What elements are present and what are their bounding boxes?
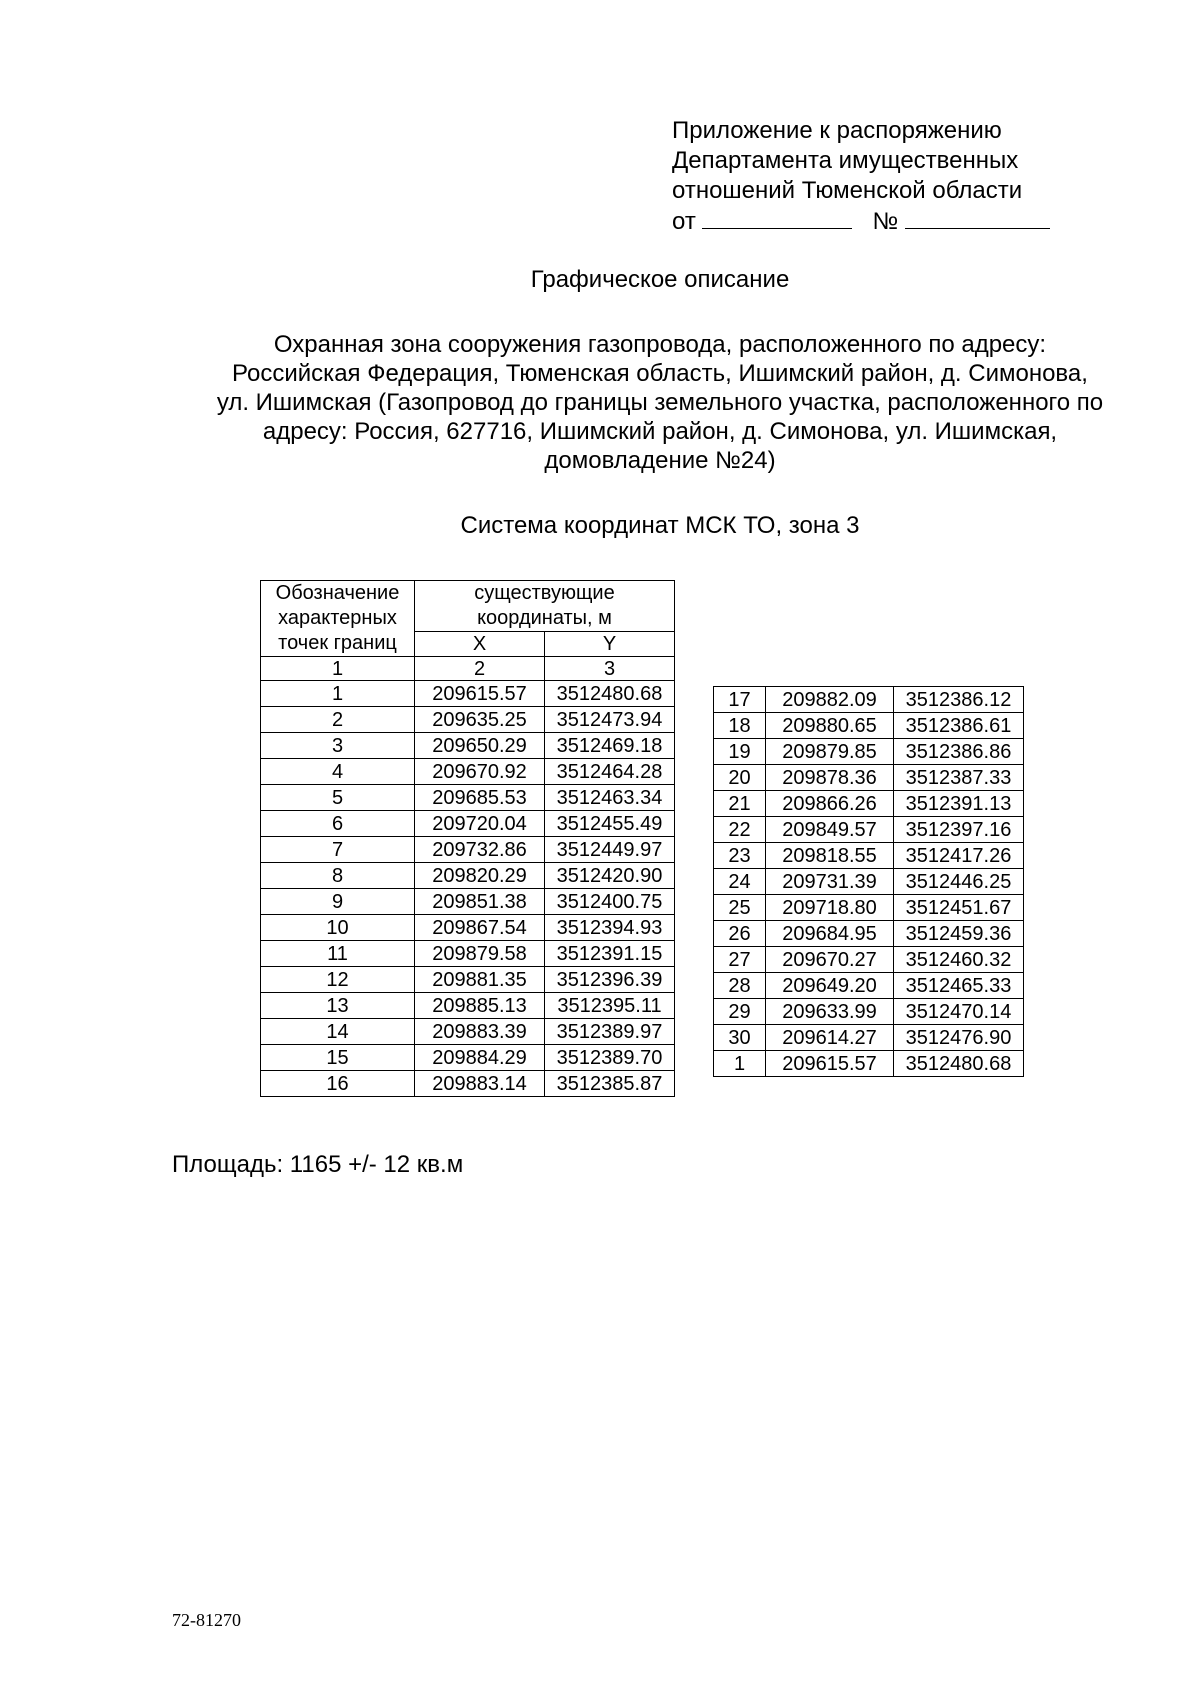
coordinates-table-left <box>260 580 675 1097</box>
point-number: 16 <box>261 1071 415 1097</box>
coord-x: 209879.85 <box>766 739 894 765</box>
coord-x: 209820.29 <box>415 863 545 889</box>
table-row <box>714 739 1024 765</box>
coord-x: 209685.53 <box>415 785 545 811</box>
table-row <box>714 713 1024 739</box>
table-row <box>714 895 1024 921</box>
table-row <box>261 759 675 785</box>
subject-line-2: Российская Федерация, Тюменская область, Ишимский район, д. Симонова, <box>232 360 1088 387</box>
point-number: 2 <box>261 707 415 733</box>
coord-x: 209670.92 <box>415 759 545 785</box>
table-row <box>261 993 675 1019</box>
point-number: 6 <box>261 811 415 837</box>
coord-y: 3512420.90 <box>545 863 675 889</box>
point-number: 22 <box>714 817 766 843</box>
appendix-line-3: отношений Тюменской области <box>672 177 1023 204</box>
coord-y: 3512389.97 <box>545 1019 675 1045</box>
table-row <box>714 869 1024 895</box>
point-number: 25 <box>714 895 766 921</box>
table-row <box>714 947 1024 973</box>
table-row <box>261 811 675 837</box>
table-row <box>261 1045 675 1071</box>
table-row <box>261 915 675 941</box>
table-row <box>261 1019 675 1045</box>
coord-y: 3512397.16 <box>894 817 1024 843</box>
point-number: 11 <box>261 941 415 967</box>
coord-y: 3512464.28 <box>545 759 675 785</box>
point-number: 26 <box>714 921 766 947</box>
coord-y: 3512449.97 <box>545 837 675 863</box>
appendix-header <box>672 116 1050 237</box>
header-col-number-2: 2 <box>415 657 545 681</box>
coord-x: 209684.95 <box>766 921 894 947</box>
appendix-line-2: Департамента имущественных <box>672 147 1019 174</box>
coord-y: 3512480.68 <box>545 681 675 707</box>
number-blank <box>905 206 1050 229</box>
subject-line-5: домовладение №24) <box>544 447 776 474</box>
coord-x: 209849.57 <box>766 817 894 843</box>
coordinate-system: Система координат МСК ТО, зона 3 <box>460 512 860 539</box>
coord-x: 209718.80 <box>766 895 894 921</box>
coord-x: 209883.14 <box>415 1071 545 1097</box>
area-value: Площадь: 1165 +/- 12 кв.м <box>172 1151 464 1178</box>
point-number: 28 <box>714 973 766 999</box>
table-row <box>261 707 675 733</box>
table-row <box>261 681 675 707</box>
header-y: Y <box>545 632 675 657</box>
point-number: 1 <box>714 1051 766 1077</box>
date-prefix: от <box>672 208 696 235</box>
point-number: 19 <box>714 739 766 765</box>
coord-y: 3512446.25 <box>894 869 1024 895</box>
coord-y: 3512451.67 <box>894 895 1024 921</box>
subject-line-3: ул. Ишимская (Газопровод до границы земельного участка, расположенного по <box>216 389 1104 416</box>
table-row <box>714 1025 1024 1051</box>
subject-description <box>160 330 1160 475</box>
coord-y: 3512391.15 <box>545 941 675 967</box>
point-number: 27 <box>714 947 766 973</box>
point-number: 17 <box>714 687 766 713</box>
header-col-number-3: 3 <box>545 657 675 681</box>
coordinates-table-right <box>713 686 1024 1077</box>
table-row <box>714 999 1024 1025</box>
point-number: 15 <box>261 1045 415 1071</box>
coord-y: 3512400.75 <box>545 889 675 915</box>
table-row <box>261 1071 675 1097</box>
table-row <box>261 889 675 915</box>
coord-y: 3512455.49 <box>545 811 675 837</box>
coord-x: 209633.99 <box>766 999 894 1025</box>
point-number: 13 <box>261 993 415 1019</box>
appendix-line-1: Приложение к распоряжению <box>672 117 1002 144</box>
coord-y: 3512459.36 <box>894 921 1024 947</box>
coord-y: 3512473.94 <box>545 707 675 733</box>
table-row <box>261 863 675 889</box>
point-number: 29 <box>714 999 766 1025</box>
point-number: 23 <box>714 843 766 869</box>
point-number: 20 <box>714 765 766 791</box>
coord-y: 3512463.34 <box>545 785 675 811</box>
coord-x: 209731.39 <box>766 869 894 895</box>
header-x: X <box>415 632 545 657</box>
point-number: 14 <box>261 1019 415 1045</box>
coord-y: 3512470.14 <box>894 999 1024 1025</box>
point-number: 3 <box>261 733 415 759</box>
table-row <box>714 921 1024 947</box>
point-number: 1 <box>261 681 415 707</box>
coord-y: 3512394.93 <box>545 915 675 941</box>
coord-x: 209851.38 <box>415 889 545 915</box>
coord-x: 209867.54 <box>415 915 545 941</box>
table-row <box>714 817 1024 843</box>
coord-x: 209649.20 <box>766 973 894 999</box>
point-number: 4 <box>261 759 415 785</box>
point-number: 8 <box>261 863 415 889</box>
coord-x: 209880.65 <box>766 713 894 739</box>
coord-y: 3512395.11 <box>545 993 675 1019</box>
coord-x: 209670.27 <box>766 947 894 973</box>
coord-x: 209650.29 <box>415 733 545 759</box>
coord-y: 3512476.90 <box>894 1025 1024 1051</box>
subject-line-4: адресу: Россия, 627716, Ишимский район, д. Симонова, ул. Ишимская, <box>262 418 1058 445</box>
coord-x: 209882.09 <box>766 687 894 713</box>
table-row <box>714 1051 1024 1077</box>
table-row <box>714 843 1024 869</box>
coord-x: 209615.57 <box>766 1051 894 1077</box>
document-title: Графическое описание <box>530 266 790 293</box>
coord-y: 3512386.61 <box>894 713 1024 739</box>
point-number: 21 <box>714 791 766 817</box>
coord-x: 209883.39 <box>415 1019 545 1045</box>
table-row <box>714 765 1024 791</box>
point-number: 30 <box>714 1025 766 1051</box>
table-row <box>261 967 675 993</box>
table-row <box>714 687 1024 713</box>
coord-y: 3512385.87 <box>545 1071 675 1097</box>
appendix-date-line <box>672 206 1050 237</box>
coord-x: 209885.13 <box>415 993 545 1019</box>
point-number: 10 <box>261 915 415 941</box>
coord-y: 3512460.32 <box>894 947 1024 973</box>
point-number: 9 <box>261 889 415 915</box>
header-col-number-1: 1 <box>261 657 415 681</box>
coord-y: 3512387.33 <box>894 765 1024 791</box>
coord-x: 209884.29 <box>415 1045 545 1071</box>
coord-y: 3512386.12 <box>894 687 1024 713</box>
header-point-designation: Обозначение характерных точек границ <box>261 581 415 657</box>
coord-y: 3512480.68 <box>894 1051 1024 1077</box>
coord-x: 209635.25 <box>415 707 545 733</box>
coord-y: 3512391.13 <box>894 791 1024 817</box>
document-number: 72-81270 <box>172 1610 241 1630</box>
coord-y: 3512396.39 <box>545 967 675 993</box>
coord-x: 209818.55 <box>766 843 894 869</box>
point-number: 5 <box>261 785 415 811</box>
table-row <box>714 973 1024 999</box>
coord-y: 3512417.26 <box>894 843 1024 869</box>
header-existing-coordinates: существующие координаты, м <box>415 581 675 632</box>
coord-x: 209881.35 <box>415 967 545 993</box>
coord-y: 3512389.70 <box>545 1045 675 1071</box>
coord-x: 209615.57 <box>415 681 545 707</box>
table-row <box>261 785 675 811</box>
table-row <box>261 837 675 863</box>
date-blank <box>702 206 852 229</box>
table-row <box>261 941 675 967</box>
coord-y: 3512465.33 <box>894 973 1024 999</box>
coord-x: 209866.26 <box>766 791 894 817</box>
coord-y: 3512386.86 <box>894 739 1024 765</box>
number-prefix: № <box>872 208 899 235</box>
point-number: 7 <box>261 837 415 863</box>
subject-line-1: Охранная зона сооружения газопровода, расположенного по адресу: <box>273 331 1047 358</box>
table-row <box>714 791 1024 817</box>
coord-x: 209732.86 <box>415 837 545 863</box>
point-number: 12 <box>261 967 415 993</box>
coord-y: 3512469.18 <box>545 733 675 759</box>
point-number: 18 <box>714 713 766 739</box>
table-row <box>261 733 675 759</box>
coord-x: 209720.04 <box>415 811 545 837</box>
coord-x: 209879.58 <box>415 941 545 967</box>
coord-x: 209614.27 <box>766 1025 894 1051</box>
coord-x: 209878.36 <box>766 765 894 791</box>
point-number: 24 <box>714 869 766 895</box>
